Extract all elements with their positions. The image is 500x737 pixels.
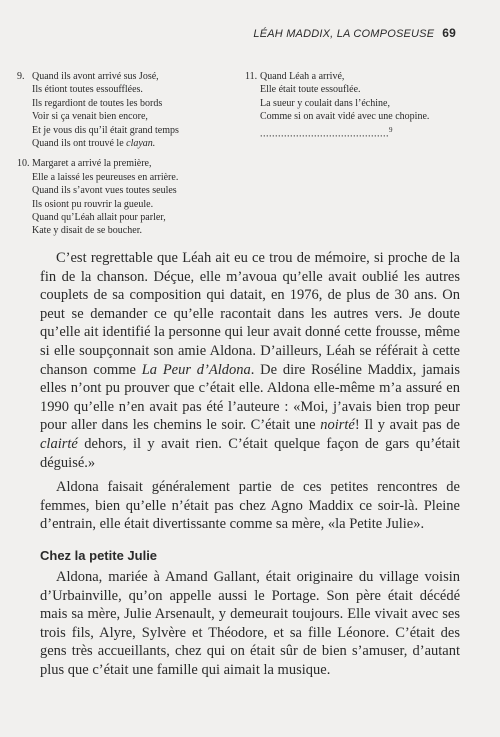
verse-line: Quand ils ont trouvé le clayan.: [32, 138, 156, 150]
paragraph-1: C’est regrettable que Léah ait eu ce trou de mémoire, si proche de la fin de la chanson. Déçue, elle m’avoua qu’elle avait oublié les autres couplets de sa composition qui datait, en 1976, de plus de 30 ans. On peut se demander ce qu’elle racontait dans les autres vers. Je doute qu’elle ait identifié la personne qui leur avait donné cette frousse, même si elle soupçonnait son amie Aldona. D’ailleurs, Léah se référait à cette chanson comme La Peur d’Aldona. De dire Roséline Maddix, jamais elles n’ont pu prouver que c’était elle. Aldona elle-même m’a assuré en 1990 qu’elle n’en avait pas été l’auteure : «Moi, j’avais bien trop peur pour aller dans les chemins le soir. C’était une noirté! Il y avait pas de clairté dehors, il y avait rien. C’était quelque façon de gars qu’était déguisé.»: [40, 250, 460, 471]
verse-line: Quand qu’Léah allait pour parler,: [32, 212, 166, 224]
verse-line: Voir si ça venait bien encore,: [32, 111, 148, 123]
verse-line: Ils regardiont de toutes les bords: [32, 97, 163, 109]
verse-line: Et je vous dis qu’il était grand temps: [32, 124, 179, 136]
paragraph-text: Aldona faisait généralement partie de ces petites rencontres de femmes, bien qu’elle n’était pas chez Agno Maddix ce soir-là. Pleine d’entrain, elle était divertissante comme sa mère, «la Petite Julie».: [40, 479, 460, 533]
verse-number: 9.: [17, 71, 25, 82]
section-heading: Chez la petite Julie: [40, 548, 158, 563]
verses-left-column: [17, 70, 242, 245]
verse-line: Ils étiont toutes essoufflées.: [32, 84, 143, 96]
verse-line: Margaret a arrivé la première,: [32, 158, 152, 170]
verse-line: Elle était toute essouflée.: [260, 84, 361, 96]
verse-9: [17, 70, 242, 150]
verse-line: Elle a laissé les peureuses en arrière.: [32, 171, 179, 183]
verse-line: La sueur y coulait dans l’échine,: [260, 97, 390, 109]
running-header: [0, 26, 456, 40]
running-title: LÉAH MADDIX, LA COMPOSEUSE: [253, 28, 435, 40]
footnote-marker: 9: [389, 125, 393, 134]
italic-word: clairté: [40, 435, 78, 452]
page-number: 69: [442, 26, 456, 40]
paragraph-2: [40, 478, 460, 534]
verse-10: [17, 157, 242, 237]
verse-number: 10.: [17, 158, 30, 170]
italic-word: clayan.: [126, 138, 156, 150]
italic-title: La Peur d’Aldona: [141, 361, 251, 378]
paragraph-text: Aldona, mariée à Amand Gallant, était originaire du village voisin d’Urbainville, qu’on appelle aussi le Portage. Son père était décédé mais sa mère, Julie Arsenault, y demeurait toujours. Elle vivait avec ses trois fils, Alyre, Sylvère et Théodore, et sa fille Léonore. C’était des gens très accueillants, chez qui on était sûr de bien s’amuser, d’autant plus que c’était une famille qui aimait la musique.: [40, 569, 460, 678]
verses-right-column: [245, 70, 457, 147]
verse-line: Comme si on avait vidé avec une chopine.: [260, 111, 430, 123]
paragraph-3: [40, 568, 460, 680]
italic-word: noirté: [320, 417, 355, 434]
verse-line: Kate y disait de se boucher.: [32, 225, 142, 237]
verse-line: Quand ils s’avont vues toutes seules: [32, 185, 177, 197]
verse-line: Quand ils avont arrivé sus José,: [32, 71, 159, 82]
verse-number: 11.: [245, 71, 258, 82]
ellipsis-line: ...........................................$^9$: [260, 125, 393, 139]
verse-11: [245, 70, 457, 140]
verse-line: Quand Léah a arrivé,: [260, 71, 345, 82]
verse-line: Ils osiont pu rouvrir la gueule.: [32, 198, 154, 210]
